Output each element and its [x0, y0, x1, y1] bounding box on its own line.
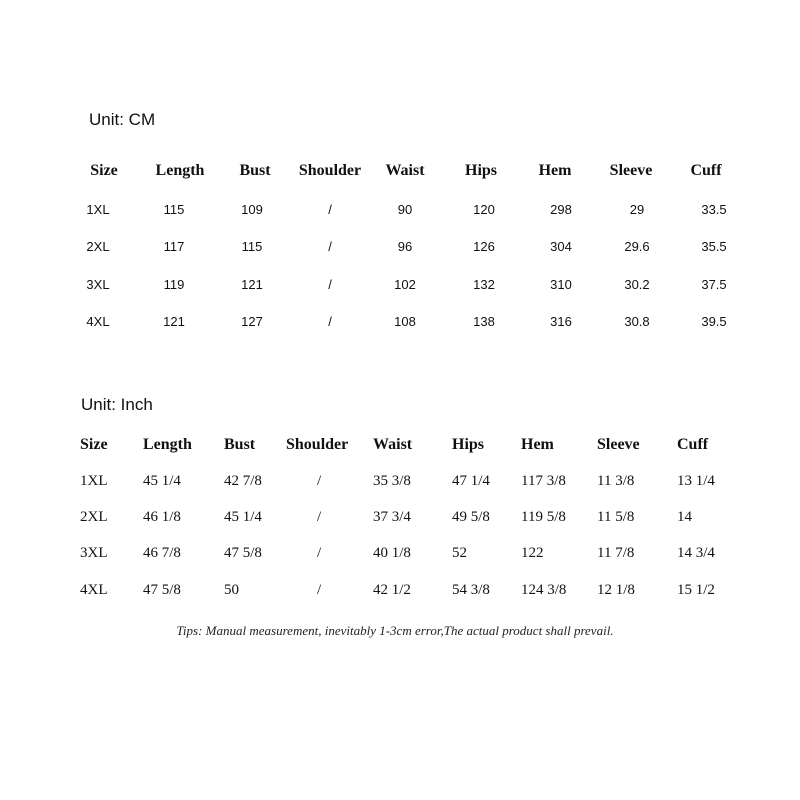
inch-cell: 49 5/8: [452, 509, 490, 525]
cm-header-hips: Hips: [464, 162, 498, 179]
cm-cell: 108: [394, 314, 416, 329]
cm-header-waist: Waist: [385, 162, 425, 179]
inch-cell: 47 1/4: [452, 473, 490, 489]
cm-cell: 115: [163, 202, 185, 217]
cm-cell: 29: [629, 202, 645, 217]
inch-cell: 117 3/8: [521, 473, 566, 489]
cm-cell: 121: [241, 277, 263, 292]
inch-cell: 11 5/8: [597, 509, 635, 525]
inch-cell: 50: [224, 582, 239, 598]
inch-cell: 42 7/8: [224, 473, 262, 489]
inch-cell: 35 3/8: [373, 473, 411, 489]
inch-cell: /: [317, 473, 322, 489]
cm-cell: 310: [550, 277, 572, 292]
inch-cell: 46 7/8: [143, 545, 181, 561]
inch-cell: 15 1/2: [677, 582, 715, 598]
cm-cell: 132: [473, 277, 495, 292]
inch-header-shoulder: Shoulder: [286, 436, 349, 453]
inch-header-bust: Bust: [224, 436, 256, 453]
cm-cell: 3XL: [86, 277, 110, 292]
inch-header-hem: Hem: [521, 436, 554, 453]
cm-cell: 109: [241, 202, 263, 217]
inch-cell: 124 3/8: [521, 582, 567, 598]
cm-cell: 90: [397, 202, 413, 217]
cm-cell: 30.8: [624, 314, 650, 329]
inch-cell: 12 1/8: [597, 582, 635, 598]
inch-cell: /: [317, 582, 322, 598]
cm-cell: 316: [550, 314, 572, 329]
cm-cell: 29.6: [624, 239, 650, 254]
cm-cell: 121: [163, 314, 185, 329]
inch-cell: 37 3/4: [373, 509, 411, 525]
inch-cell: 46 1/8: [143, 509, 181, 525]
inch-cell: 11 7/8: [597, 545, 635, 561]
inch-cell: 11 3/8: [597, 473, 635, 489]
inch-cell: 122: [521, 545, 544, 561]
inch-cell: 13 1/4: [677, 473, 715, 489]
inch-cell: 4XL: [80, 582, 108, 598]
cm-header-length: Length: [155, 162, 205, 179]
inch-cell: 14 3/4: [677, 545, 715, 561]
inch-cell: 3XL: [80, 545, 108, 561]
cm-cell: 119: [163, 277, 185, 292]
cm-cell: /: [328, 314, 332, 329]
inch-cell: 119 5/8: [521, 509, 566, 525]
inch-cell: 42 1/2: [373, 582, 411, 598]
inch-header-length: Length: [143, 436, 192, 453]
cm-cell: /: [328, 239, 332, 254]
cm-header-sleeve: Sleeve: [609, 162, 653, 179]
cm-cell: /: [328, 277, 332, 292]
cm-header-hem: Hem: [538, 162, 572, 179]
inch-cell: 54 3/8: [452, 582, 490, 598]
cm-cell: 39.5: [701, 314, 727, 329]
inch-cell: 45 1/4: [224, 509, 262, 525]
cm-cell: 35.5: [701, 239, 727, 254]
tips-note: Tips: Manual measurement, inevitably 1-3cm error,The actual product shall prevail.: [176, 623, 614, 638]
cm-cell: 117: [163, 239, 185, 254]
cm-cell: 126: [473, 239, 495, 254]
cm-cell: 102: [394, 277, 416, 292]
cm-unit-label: Unit: CM: [89, 110, 156, 129]
inch-unit-label: Unit: Inch: [81, 395, 153, 414]
cm-cell: 304: [550, 239, 572, 254]
cm-cell: 127: [241, 314, 263, 329]
inch-cell: 1XL: [80, 473, 108, 489]
cm-cell: 120: [473, 202, 495, 217]
inch-cell: 47 5/8: [143, 582, 181, 598]
inch-cell: /: [317, 545, 322, 561]
inch-cell: 2XL: [80, 509, 108, 525]
inch-cell: 14: [677, 509, 692, 525]
inch-header-size: Size: [80, 436, 108, 453]
inch-cell: 47 5/8: [224, 545, 262, 561]
cm-cell: 2XL: [86, 239, 110, 254]
cm-cell: 138: [473, 314, 495, 329]
cm-cell: /: [328, 202, 332, 217]
cm-header-shoulder: Shoulder: [298, 162, 362, 179]
inch-header-waist: Waist: [373, 436, 413, 453]
cm-cell: 298: [550, 202, 572, 217]
cm-cell: 1XL: [86, 202, 110, 217]
inch-header-cuff: Cuff: [677, 436, 709, 453]
cm-cell: 30.2: [624, 277, 650, 292]
cm-header-size: Size: [90, 162, 118, 179]
cm-cell: 33.5: [701, 202, 727, 217]
inch-cell: 40 1/8: [373, 545, 411, 561]
inch-cell: 52: [452, 545, 467, 561]
inch-header-sleeve: Sleeve: [597, 436, 640, 453]
cm-cell: 37.5: [701, 277, 727, 292]
inch-header-hips: Hips: [452, 436, 485, 453]
cm-header-cuff: Cuff: [690, 162, 722, 179]
inch-cell: 45 1/4: [143, 473, 181, 489]
cm-cell: 96: [397, 239, 413, 254]
cm-cell: 4XL: [86, 314, 110, 329]
inch-cell: /: [317, 509, 322, 525]
cm-header-bust: Bust: [239, 162, 271, 179]
cm-cell: 115: [241, 239, 263, 254]
